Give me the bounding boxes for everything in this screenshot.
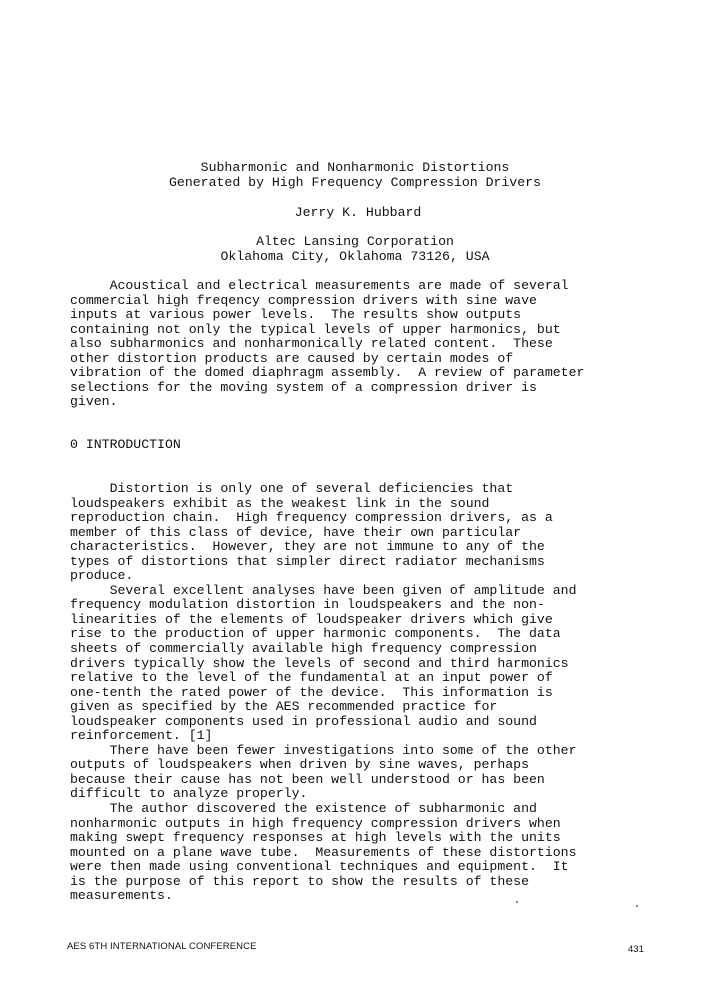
- author-name: Jerry K. Hubbard: [294, 205, 422, 220]
- affiliation-address: Oklahoma City, Oklahoma 73126, USA: [220, 248, 490, 264]
- paper-title: [0, 161, 710, 190]
- body-text: Distortion is only one of several deficiencies that loudspeakers exhibit as the weakest link in the sound reproduction chain. High frequency compression drivers, as a member of this class of device, have their own particular characteristics. However, they are not immune to any of the types of distortions that simpler direct radiator mechanisms produce. Several excellent analyses have been given of amplitude and frequency modulation distortion in loudspeakers and the non- linearities of the elements of loudspeaker drivers which give rise to the production of upper harmonic components. The data sheets of commercially available high frequency compression drivers typically show the levels of second and third harmonics relative to the level of the fundamental at an input power of one-tenth the rated power of the device. This information is given as specified by the AES recommended practice for loudspeaker components used in professional audio and sound reinforcement. [1] There have been fewer investigations into some of the other outputs of loudspeakers when driven by sine waves, perhaps because their cause has not been well understood or has been difficult to analyze properly. The author discovered the existence of subharmonic and nonharmonic outputs in high frequency compression drivers when making swept frequency responses at high levels with the units mounted on a plane wave tube. Measurements of these distortions were then made using conventional techniques and equipment. It is the purpose of this report to show the results of these measurements.: [70, 481, 577, 904]
- affiliation: [0, 235, 710, 264]
- title-line-1: Subharmonic and Nonharmonic Distortions: [200, 160, 510, 175]
- section-heading: 0 INTRODUCTION: [70, 437, 181, 452]
- scan-speck: [516, 901, 518, 903]
- abstract: Acoustical and electrical measurements are made of several commercial high freqency compression drivers with sine wave inputs at various power levels. The results show outputs containing not only the typical levels of upper harmonics, but also subharmonics and nonharmonically related content. These other distortion products are caused by certain modes of vibration of the domed diaphragm assembly. A review of parameter selections for the moving system of a compression driver is given.: [70, 278, 585, 410]
- scan-speck: [636, 905, 638, 907]
- title-line-2: Generated by High Frequency Compression Drivers: [169, 174, 541, 190]
- footer-page-number: 431: [628, 944, 644, 955]
- footer-conference: AES 6TH INTERNATIONAL CONFERENCE: [67, 941, 257, 952]
- affiliation-org: Altec Lansing Corporation: [256, 234, 454, 249]
